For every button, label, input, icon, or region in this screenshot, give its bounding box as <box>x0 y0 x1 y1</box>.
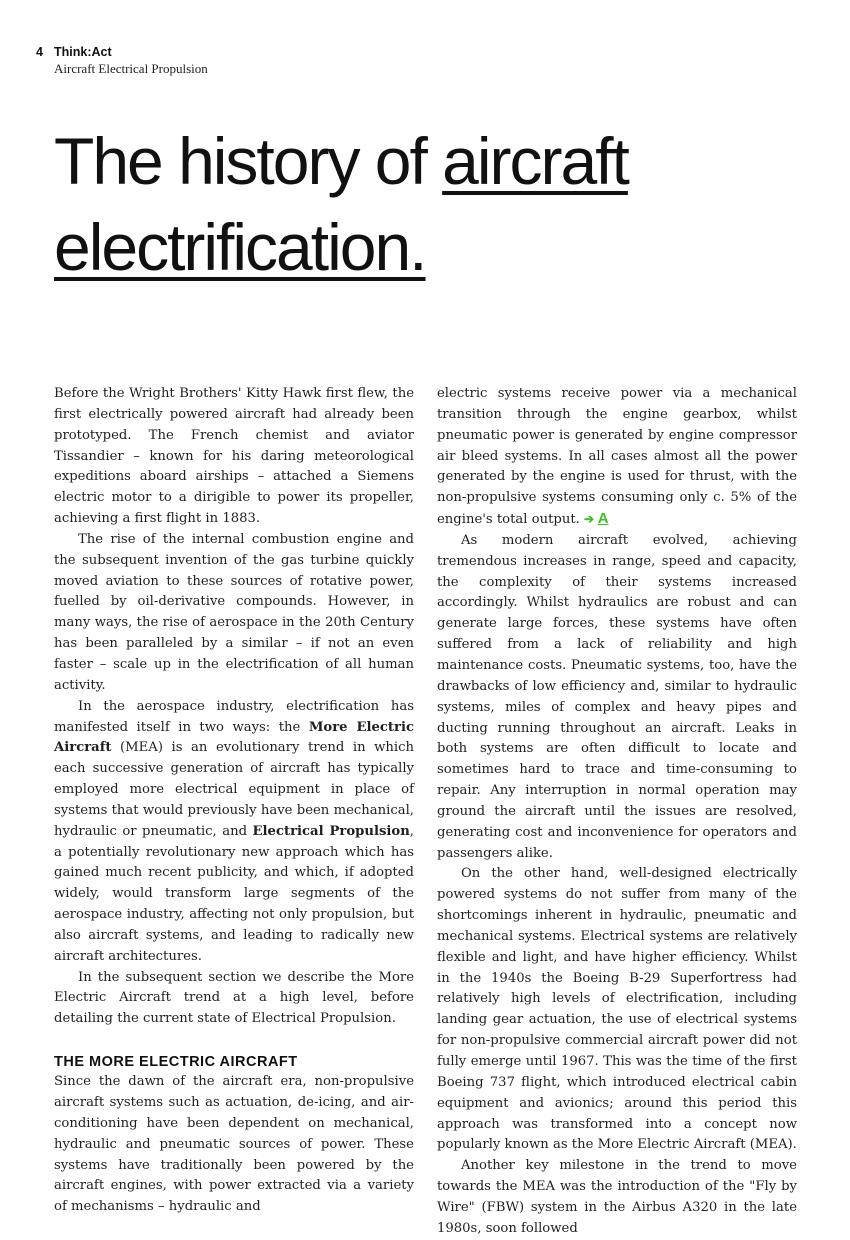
left-column <box>54 384 414 1218</box>
paragraph-well-designed: On the other hand, well-designed electrically powered systems do not suffer from many of the shortcomings inherent in hydraulic, pneumatic and mechanical systems. Electrical systems are relatively flexible and light, and have higher efficiency. Whilst in the 1940s the Boeing B-29 Superfortress had relatively high levels of electrification, including landing gear actuation, the use of electrical systems for non-propulsive commercial aircraft power did not fully emerge until 1967. This was the time of the first Boeing 737 flight, which introduced electrical cabin equipment and avionics; around this period this approach was transformed into a concept now popularly known as the More Electric Aircraft (MEA). <box>437 866 797 1153</box>
section-heading: THE MORE ELECTRIC AIRCRAFT <box>54 1054 298 1071</box>
page-number: 4 <box>36 45 43 59</box>
right-column <box>437 384 797 1240</box>
header-line <box>36 44 208 60</box>
text-span: In the aerospace industry, electrification has manifested itself in two ways: the <box>54 698 414 735</box>
title-underlined-electrification: electrification. <box>54 210 426 284</box>
paragraph-continued <box>437 384 797 531</box>
text-span: (MEA) is an evolutionary trend in which each successive generation of aircraft has typically employed more electrical equipment in place of systems that would previously have been mechanical, hydraulic or pneumatic, and <box>54 740 414 839</box>
reference-letter: A <box>597 510 609 528</box>
term-more-electric-aircraft: More Electric Aircraft <box>54 719 415 756</box>
page-title <box>54 118 628 290</box>
publication-subtitle: Aircraft Electrical Propulsion <box>54 61 208 76</box>
reference-link[interactable] <box>584 511 609 526</box>
arrow-right-icon: ➔ <box>584 512 595 527</box>
paragraph-two-ways <box>54 697 414 968</box>
running-head <box>36 44 208 77</box>
title-part-1: The history of <box>54 124 443 198</box>
paragraph-dawn: Since the dawn of the aircraft era, non-propulsive aircraft systems such as actuation, de-icing, and air-conditioning have been dependent on mechanical, hydraulic and pneumatic sources of power. These systems have traditionally been powered by the aircraft engines, with power extracted via a variety of mechanisms – hydraulic and <box>54 1074 414 1215</box>
term-electrical-propulsion: Electrical Propulsion <box>252 823 410 839</box>
paragraph-modern-aircraft: As modern aircraft evolved, achieving tremendous increases in range, speed and capacity, the complexity of their systems increased accordingly. Whilst hydraulics are robust and can generate large forces, these systems have often suffered from a lack of reliability and high maintenance costs. Pneumatic systems, too, have the drawbacks of low efficiency and, similar to hydraulic systems, miles of complex and heavy pipes and ducting running throughout an aircraft. Leaks in both systems are often difficult to locate and sometimes hard to trace and time-consuming to repair. Any interruption in normal operation may ground the aircraft until the issues are resolved, generating cost and inconvenience for operators and passengers alike. <box>437 532 797 861</box>
paragraph-combustion: The rise of the internal combustion engine and the subsequent invention of the gas turbine quickly moved aviation to these sources of rotative power, fuelled by oil-derivative compounds. However, in many ways, the rise of aerospace in the 20th Century has been paralleled by a similar – if not an even faster – scale up in the electrification of all human activity. <box>54 531 414 693</box>
paragraph-intro: Before the Wright Brothers' Kitty Hawk first flew, the first electrically powered aircraft had already been prototyped. The French chemist and aviator Tissandier – known for his daring meteorological expeditions aboard airships – attached a Siemens electric motor to a dirigible to power its propeller, achieving a first flight in 1883. <box>54 386 414 527</box>
paragraph-subsequent-section: In the subsequent section we describe the More Electric Aircraft trend at a high level, before detailing the current state of Electrical Propulsion. <box>54 969 414 1027</box>
paragraph-milestone: Another key milestone in the trend to move towards the MEA was the introduction of the "Fly by Wire" (FBW) system in the Airbus A320 in the late 1980s, soon followed <box>437 1158 797 1236</box>
title-underlined-aircraft: aircraft <box>442 124 628 198</box>
brand-name: Think:Act <box>54 45 112 59</box>
text-span: , a potentially revolutionary new approach which has gained much recent publicity, and which, if adopted widely, would transform large segments of the aerospace industry, affecting not only propulsion, but also aircraft systems, and leading to radically new aircraft architectures. <box>54 823 414 964</box>
text-span: electric systems receive power via a mechanical transition through the engine gearbox, whilst pneumatic power is generated by engine compressor air bleed systems. In all cases almost all the power generated by the engine is used for thrust, with the non-propulsive systems consuming only c. 5% of the engine's total output. <box>437 386 797 528</box>
